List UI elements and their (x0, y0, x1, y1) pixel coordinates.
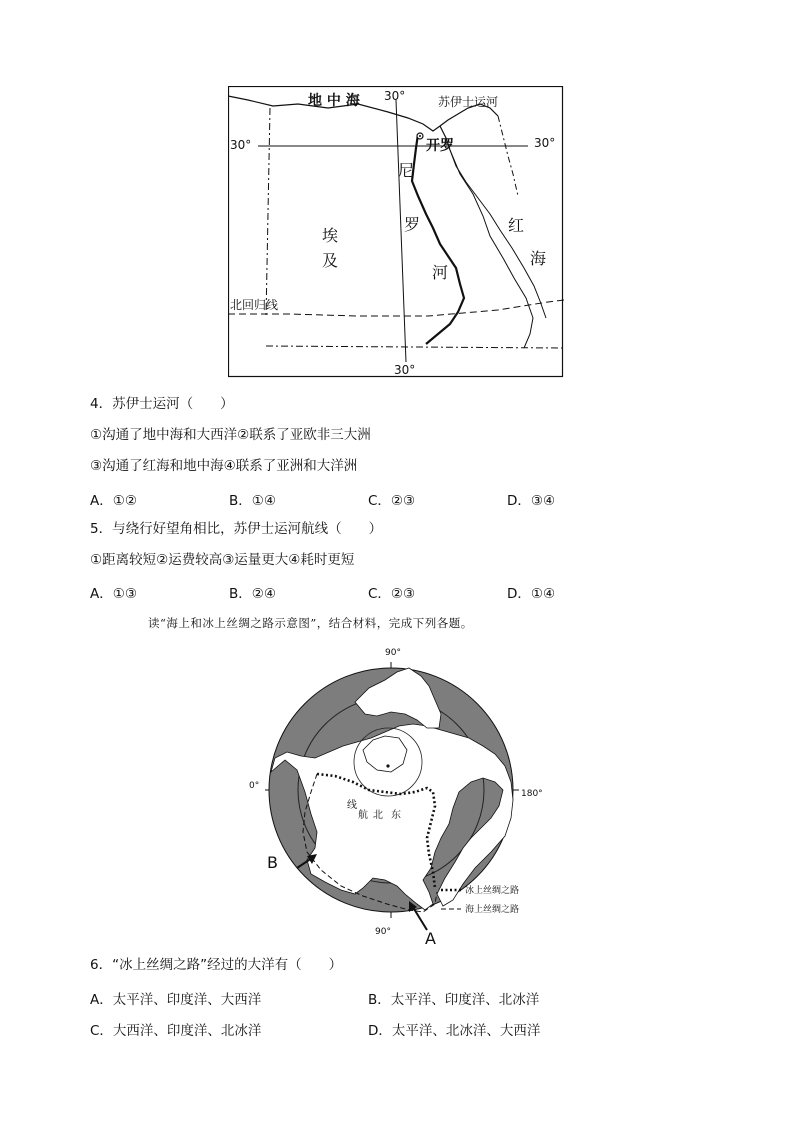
nile-label-1: 尼 (398, 161, 415, 180)
route-char-2: 航 (358, 810, 368, 821)
lon-left-label: 0° (249, 781, 260, 791)
label-a: A (425, 929, 436, 944)
question-4-statement-1: ①沟通了地中海和大西洋②联系了亚欧非三大洲 (90, 427, 371, 443)
question-4-option-d[interactable]: D．③④ (507, 493, 556, 509)
lon-top-label: 90° (385, 648, 401, 658)
canal-label: 苏伊士运河 (438, 95, 499, 109)
route-char-4: 东 (391, 810, 401, 821)
lat-left-label: 30° (230, 138, 252, 152)
nile-label-2: 罗 (404, 215, 421, 234)
red-sea-label-1: 红 (508, 216, 525, 235)
route-char-1: 线 (347, 800, 357, 811)
question-5-option-a[interactable]: A．①③ (90, 586, 137, 602)
route-char-3: 北 (373, 810, 383, 821)
question-6-option-a[interactable]: A．太平洋、印度洋、大西洋 (90, 992, 262, 1008)
silk-road-polar-map (245, 642, 585, 944)
lon-bottom-label: 90° (375, 927, 391, 937)
question-5-option-b[interactable]: B．②④ (229, 586, 276, 602)
question-4-option-a[interactable]: A．①② (90, 493, 137, 509)
cairo-label: 开罗 (426, 138, 454, 154)
section-instruction: 读“海上和冰上丝绸之路示意图”，结合材料，完成下列各题。 (148, 616, 473, 630)
question-5-stem: 5．与绕行好望角相比，苏伊士运河航线（ ） (90, 521, 383, 537)
question-5-option-c[interactable]: C．②③ (368, 586, 416, 602)
lat-right-label: 30° (534, 136, 556, 150)
question-5-statement: ①距离较短②运费较高③运量更大④耗时更短 (90, 552, 355, 568)
question-6-option-d[interactable]: D．太平洋、北冰洋、大西洋 (368, 1023, 541, 1039)
lon-top-label: 30° (384, 89, 406, 103)
red-sea-label-2: 海 (530, 249, 547, 268)
legend-ice-label: 冰上丝绸之路 (465, 886, 520, 896)
question-4-option-b[interactable]: B．①④ (229, 493, 276, 509)
question-5-option-d[interactable]: D．①④ (507, 586, 556, 602)
label-b: B (267, 853, 278, 872)
legend-sea-label: 海上丝绸之路 (465, 905, 520, 915)
question-4-option-c[interactable]: C．②③ (368, 493, 416, 509)
question-6-stem: 6．“冰上丝绸之路”经过的大洋有（ ） (90, 957, 343, 973)
lon-right-label: 180° (521, 789, 543, 799)
egypt-label-2: 及 (322, 251, 339, 270)
egypt-label-1: 埃 (322, 226, 339, 245)
tropic-label: 北回归线 (230, 298, 279, 312)
lon-bottom-label: 30° (394, 363, 416, 377)
question-4-statement-2: ③沟通了红海和地中海④联系了亚洲和大洋洲 (90, 458, 358, 474)
egypt-map (228, 86, 564, 378)
nile-label-3: 河 (432, 263, 449, 282)
mediterranean-label: 地 中 海 (308, 93, 360, 109)
question-6-option-b[interactable]: B．太平洋、印度洋、北冰洋 (368, 992, 540, 1008)
question-6-option-c[interactable]: C．大西洋、印度洋、北冰洋 (90, 1023, 262, 1039)
question-4-stem: 4．苏伊士运河（ ） (90, 396, 234, 412)
